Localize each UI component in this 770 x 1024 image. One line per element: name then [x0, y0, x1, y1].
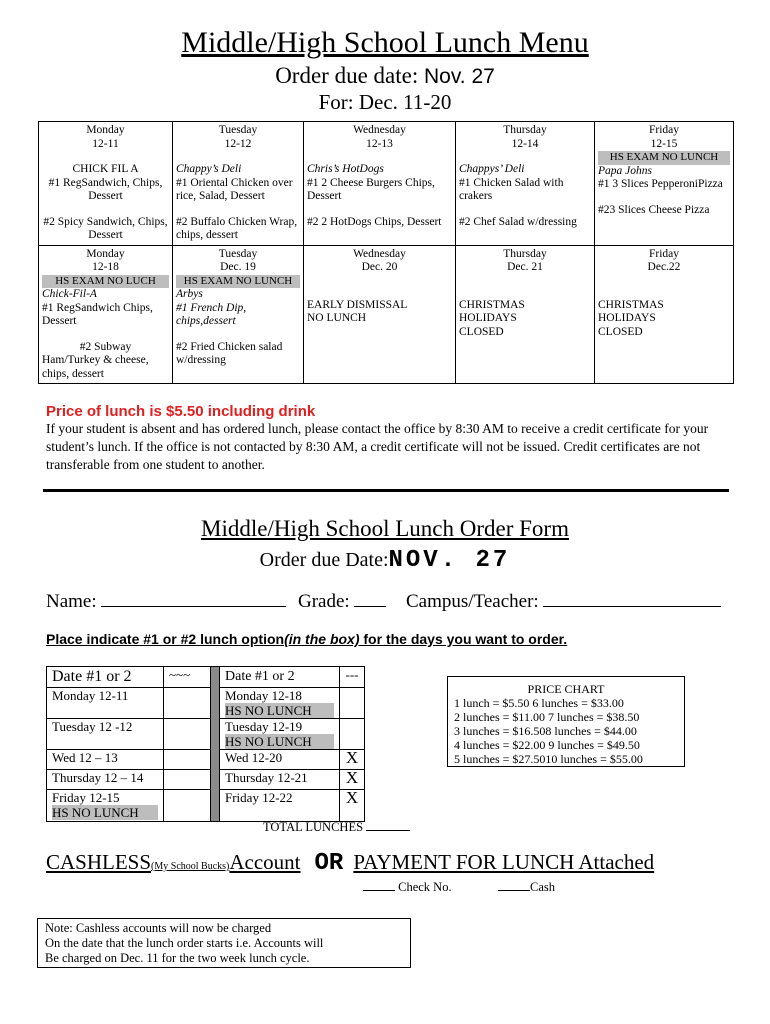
no-lunch-x: X	[340, 790, 365, 822]
option-1: #1 French Dip, chips,dessert	[176, 301, 247, 327]
day-date: 12-18	[92, 261, 119, 273]
option-2: #2 Buffalo Chicken Wrap, chips, dessert	[176, 215, 298, 241]
day-date: 12-15	[650, 137, 678, 150]
price-chart-title: PRICE CHART	[527, 682, 605, 696]
price-line: Price of lunch is $5.50 including drink	[46, 403, 316, 420]
menu-cell-monday-1218	[39, 245, 173, 384]
cashless-note-box	[37, 918, 411, 968]
day-name: Friday	[648, 124, 680, 136]
option-2-head: #2 Subway	[79, 340, 132, 353]
grade-field[interactable]	[298, 591, 386, 613]
vendor-name: Chappy’s Deli	[176, 163, 242, 175]
day-name: Wednesday	[353, 247, 406, 260]
menu-cell-tuesday-dec19	[173, 245, 304, 384]
choice-box[interactable]	[164, 688, 211, 719]
day-date: Dec. 21	[507, 261, 543, 273]
order-row-right	[220, 750, 340, 770]
order-day-label: Thursday 12-21	[225, 770, 308, 785]
total-lunches-field[interactable]	[263, 820, 410, 835]
order-row-right	[220, 688, 340, 719]
no-lunch-x: X	[340, 750, 365, 770]
order-day-label: Thursday 12 – 14	[52, 770, 144, 785]
order-day-label: Wed 12-20	[225, 750, 283, 765]
section-divider	[43, 489, 729, 492]
payment-attached-label: PAYMENT FOR LUNCH Attached	[353, 850, 655, 874]
note-line: On the date that the lunch order starts i.e. Accounts will	[45, 936, 324, 950]
menu-week2-row	[39, 245, 734, 384]
hs-exam-badge: HS EXAM NO LUCH	[42, 275, 169, 289]
day-date: 12-11	[92, 137, 119, 150]
name-label: Name:	[46, 591, 97, 612]
instruction-b: (in the box)	[284, 631, 360, 647]
price-chart-line: 5 lunches = $27.5010 lunches = $55.00	[454, 752, 643, 766]
day-name: Tuesday	[218, 247, 258, 260]
grade-label: Grade:	[298, 591, 350, 612]
price-chart	[447, 676, 685, 767]
price-chart-line: 4 lunches = $22.00 9 lunches = $49.50	[454, 738, 640, 752]
vendor-name: Papa Johns	[598, 164, 652, 177]
order-day-label: Wed 12 – 13	[52, 750, 118, 765]
choice-box[interactable]	[164, 750, 211, 770]
order-row-right	[220, 790, 340, 822]
day-date: Dec. 20	[361, 261, 398, 273]
campus-teacher-field[interactable]	[406, 591, 721, 613]
closed-note: CHRISTMAS HOLIDAYS CLOSED	[598, 298, 664, 338]
check-label: Check No.	[398, 880, 452, 894]
order-day-label: Monday 12-11	[52, 688, 129, 703]
day-name: Tuesday	[218, 124, 258, 136]
hs-exam-badge: HS EXAM NO LUNCH	[176, 275, 300, 289]
total-lunches-label: TOTAL LUNCHES	[263, 820, 364, 834]
closed-note: EARLY DISMISSAL NO LUNCH	[307, 298, 407, 324]
option-1: #1 2 Cheese Burgers Chips, Dessert	[307, 176, 435, 202]
option-2: Ham/Turkey & cheese, chips, dessert	[42, 354, 149, 380]
due-label: Order due Date:	[259, 549, 389, 571]
grid-separator	[211, 667, 220, 822]
account-label: Account	[229, 850, 301, 874]
option-1: #1 RegSandwich Chips, Dessert	[42, 301, 153, 327]
order-day-label: Friday 12-15	[52, 790, 120, 805]
order-grid	[46, 666, 365, 822]
order-form-title: Middle/High School Lunch Order Form	[201, 516, 569, 541]
page-title: Middle/High School Lunch Menu	[181, 26, 589, 59]
option-1: #1 Chicken Salad with crakers	[459, 176, 564, 202]
menu-cell-tuesday-1212	[173, 122, 304, 246]
hs-exam-badge: HS EXAM NO LUNCH	[598, 151, 730, 165]
due-value: NOV. 27	[388, 547, 511, 574]
price-chart-line: 2 lunches = $11.00 7 lunches = $38.50	[454, 710, 640, 724]
day-date: 12-12	[224, 137, 252, 150]
day-name: Thursday	[503, 247, 547, 260]
vendor-name: Chick-Fil-A	[42, 288, 97, 300]
day-date: Dec.22	[647, 261, 681, 273]
instruction-c: for the days you want to order.	[359, 631, 568, 647]
vendor-name: Chris’s HotDogs	[307, 163, 384, 175]
cashless-note: (My School Bucks)	[151, 861, 230, 872]
option-2: #2 Chef Salad w/dressing	[459, 215, 577, 228]
option-1: #1 RegSandwich, Chips, Dessert	[48, 176, 163, 202]
day-date: 12-13	[366, 137, 393, 150]
col-head-choice-right: ---	[340, 667, 365, 688]
order-row-left	[47, 750, 164, 770]
campus-label: Campus/Teacher:	[406, 591, 539, 612]
choice-box[interactable]	[340, 719, 365, 750]
menu-cell-thursday-dec21	[456, 245, 595, 384]
cash-field[interactable]	[498, 880, 555, 895]
order-due-value: Nov. 27	[423, 65, 495, 88]
day-name: Wednesday	[353, 124, 406, 136]
option-2: #2 Fried Chicken salad w/dressing	[176, 340, 283, 366]
vendor-name: CHICK FIL A	[72, 163, 139, 175]
order-row-right	[220, 770, 340, 790]
hs-no-lunch-badge: HS NO LUNCH	[52, 805, 158, 820]
order-row-right	[220, 719, 340, 750]
name-field[interactable]	[46, 591, 286, 613]
order-row-left	[47, 770, 164, 790]
day-name: Friday	[648, 247, 680, 260]
menu-cell-wednesday-dec20	[304, 245, 456, 384]
cashless-label: CASHLESS	[46, 850, 152, 874]
price-chart-line: 1 lunch = $5.50 6 lunches = $33.00	[454, 696, 624, 710]
vendor-name: Arbys	[176, 288, 203, 300]
day-date: Dec. 19	[220, 261, 256, 273]
choice-box[interactable]	[164, 790, 211, 822]
order-day-label: Tuesday 12-19	[225, 719, 303, 734]
col-head-choice-left: ~~~	[164, 667, 211, 688]
order-row-left	[47, 719, 164, 750]
menu-cell-friday-dec22	[595, 245, 734, 384]
day-date: 12-14	[511, 137, 539, 150]
or-label: OR	[314, 850, 344, 877]
col-head-date-left: Date #1 or 2	[47, 667, 164, 688]
order-form-due	[0, 547, 770, 574]
check-number-field[interactable]	[363, 880, 452, 895]
order-due-line	[0, 63, 770, 90]
option-2: #23 Slices Cheese Pizza	[598, 203, 710, 216]
hs-no-lunch-badge: HS NO LUNCH	[225, 703, 334, 718]
option-1: #1 3 Slices PepperoniPizza	[598, 178, 723, 190]
order-due-label: Order due date:	[275, 63, 419, 88]
day-name: Thursday	[503, 124, 547, 136]
choice-box[interactable]	[164, 770, 211, 790]
price-chart-line: 3 lunches = $16.508 lunches = $44.00	[454, 724, 637, 738]
note-line: Note: Cashless accounts will now be charged	[45, 921, 272, 935]
payment-line	[46, 850, 654, 877]
option-2: #2 2 HotDogs Chips, Dessert	[307, 215, 442, 228]
lunch-menu-table	[38, 121, 734, 384]
cash-label: Cash	[530, 880, 555, 894]
order-day-label: Tuesday 12 -12	[52, 719, 133, 734]
order-day-label: Monday 12-18	[225, 688, 302, 703]
instruction-a: Place indicate #1 or #2 lunch option	[46, 631, 285, 647]
day-name: Monday	[86, 124, 125, 136]
choice-box[interactable]	[164, 719, 211, 750]
day-name: Monday	[86, 247, 125, 260]
absence-policy: If your student is absent and has ordered lunch, please contact the office by 8:30 AM to receive a credit certificate for your student’s lunch. If the office is not contacted by 8:30 AM, a credit certificate will not be issued. Credit certificates are not transferable from one student to another.	[46, 421, 709, 472]
menu-cell-wednesday-1213	[304, 122, 456, 246]
vendor-name: Chappys’ Deli	[459, 163, 525, 175]
closed-note: CHRISTMAS HOLIDAYS CLOSED	[459, 298, 525, 338]
menu-cell-friday-1215	[595, 122, 734, 246]
option-2: #2 Spicy Sandwich, Chips, Dessert	[43, 215, 168, 241]
col-head-date-right: Date #1 or 2	[220, 667, 340, 688]
menu-week1-row	[39, 122, 734, 246]
for-dates: For: Dec. 11-20	[318, 90, 452, 114]
menu-cell-thursday-1214	[456, 122, 595, 246]
order-day-label: Friday 12-22	[225, 790, 293, 805]
no-lunch-x: X	[340, 770, 365, 790]
order-row-left	[47, 790, 164, 822]
order-instruction	[46, 631, 567, 647]
choice-box[interactable]	[340, 688, 365, 719]
option-1: #1 Oriental Chicken over rice, Salad, Dessert	[176, 176, 293, 202]
menu-cell-monday-1211	[39, 122, 173, 246]
note-line: Be charged on Dec. 11 for the two week lunch cycle.	[45, 951, 310, 965]
hs-no-lunch-badge: HS NO LUNCH	[225, 734, 334, 749]
order-row-left	[47, 688, 164, 719]
